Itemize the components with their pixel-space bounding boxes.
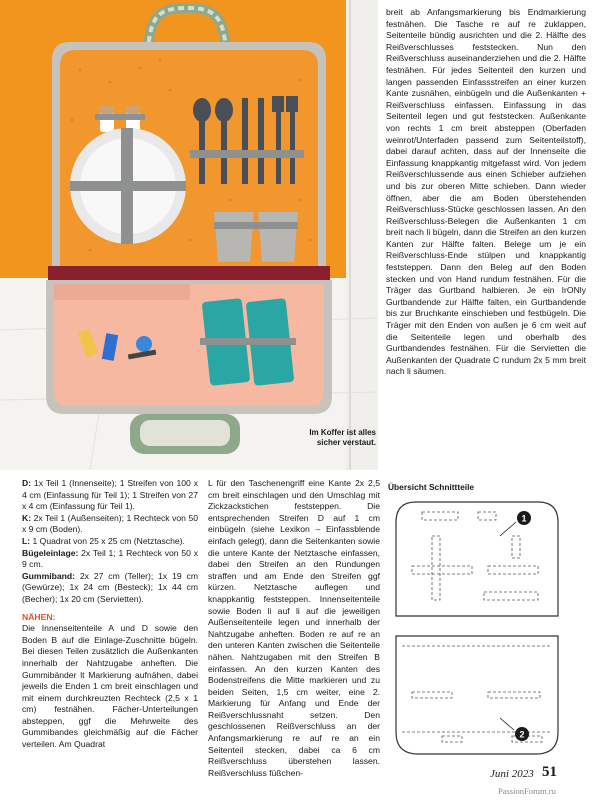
cup-left [214,212,254,262]
cup-right [258,212,298,262]
cutlery-strap [190,150,304,158]
paragraph: breit ab Anfangsmarkierung bis Endmarkierung festnähen. Die Tasche re auf re zuklappen, Seitenteile bündig ausrichten und die 2. Hälfte des Reißverschlusses feststecken. Nun den Reißverschluss auseinanderziehen und die 2. Hälfte festnähen. Für jedes Seitenteil den kurzen und langen passenden Einfassstreifen an einer kurzen Kante zusnähen, einbügeln und die Außenkanten + Reißverschluss einfassen. Einfassung in das Seitenteil legen und gut feststecken. Außenkante von rechts 1 cm breit absteppen (Oberfaden weinrot/Unterfaden passend zum Seitenteilstoff), dabei darauf achten, dass auf der Innenseite die Einfassung knappkantig mitgefasst wird. Von jedem Reißverschlussende aus einen Schieber aufziehen und bis zur oberen Mitte schieben. Dann wieder öffnen, aber die am Boden überstehenden Reißverschluss-Stücke geschlossen lassen. An den Reißverschluss-Belegen die Außenkanten 1 cm breit nach li bügeln, dann die Streifen an den kurzen Kanten zur Hälfte falten. Belege um je ein Reißverschluss-Ende stülpen und knappkantig feststeppen. Dann den Beleg auf den Boden stecken und von Hand rundum festnähen. Für die Träger das Gurtband halbieren. Je ein IrONly Gurtbandende zur Hälfte falten, ein Gurtbandende bis zur Bruchkante einschieben und festbügeln. Die Träger mit den Enden von außen je 6 cm weit auf die Seitenteile legen und oberhalb des Gurtbandendes festnähen. Für die Servietten die Außenkanten der Quadrate C rundum 2x 5 mm breit nach li säumen. [386,7,586,377]
watermark-site: PassionForum.ru [498,786,556,796]
pattern-diagram [392,496,562,760]
marker-2-label: 2 [519,729,525,740]
text-column-right-top [386,7,586,378]
issue-date: Juni 2023 [490,768,534,780]
page-number: 51 [542,764,557,780]
napkin-strap [200,338,296,345]
pattern-piece-1 [396,502,558,616]
marker-1-label: 1 [521,513,527,524]
material-line: D: 1x Teil 1 (Innenseite); 1 Streifen von 100 x 4 cm (Einfassung für Teil 1); 1 Streifen von 27 x 4 cm (Einfassung für Teil 1). [22,478,198,512]
section-heading: NÄHEN: [22,611,56,622]
picnic-case-illustration [0,0,378,470]
bottle-opener [136,336,152,352]
text-column-middle [208,478,380,779]
product-photo [0,0,378,470]
paragraph: Die Innenseitenteile A und D sowie den Boden B auf die Einlage-Zuschnitte bügeln. Bei diesen Teilen zusätzlich die Außenkanten innerhalb der Nahtzugabe anheften. Die Gummibänder lt Markierung aufnähen, dabei jeweils die Enden 1 cm breit einschlagen und mit einem durchkreuzten Rechteck (2,5 x 1 cm) festnähen. Fächer-Unterteilungen absteppen, ggf die Mehrweite des Gummibandes gleichmäßig auf die Fächer verteilen. Am Quadrat [22,623,198,750]
material-line: L: 1 Quadrat von 25 x 25 cm (Netztasche). [22,535,185,546]
material-line: Gummiband: 2x 27 cm (Teller); 1x 19 cm (Gewürze); 1x 24 cm (Besteck); 1x 44 cm (Becher); 1x 20 cm (Servietten). [22,570,198,604]
case-bottom-seam [48,266,330,280]
text-column-left [22,478,198,751]
paragraph: L für den Taschenengriff eine Kante 2x 2,5 cm breit einschlagen und den Umschlag mit Zickzackstichen feststeppen. Die entsprechenden Streifen D auf 1 cm einbügeln (siehe Lexikon – Einfassblende einfach gelegt), dann die Seitenkanten sowie die untere Kante der Netztasche einfassen, dabei den Streifen an den Rundungen straffen und am Ende den Streifen ggf kürzen. Netztasche auflegen und knappkantig feststeppen. Innenseitenteile sowie Boden li auf li auf die jeweiligen Außenseitenteile legen und innerhalb der Nahtzugabe anheften. Boden re auf re an den unteren Kanten zwischen die Seitenteile nähen. Nahtzugaben mit den Streifen B einfassen. An den kurzen Kanten des Bodenstreifens die Mitte markieren und zu beiden Seiten, 1,5 cm weiter, eine 2. Markierung für Anfang und Ende der Reißverschlussnaht setzen. Den geschlossenen Reißverschluss an der Anfangsmarkierung re auf re an ein Seitenteil stecken, dabei ca 6 cm Reißverschluss überstehen lassen. Reißverschluss füßchen- [208,478,380,778]
plate-strap-horizontal [70,181,186,191]
photo-caption: Im Koffer ist alles sicher verstaut. [309,428,376,447]
diagram-title: Übersicht Schnittteile [388,482,475,492]
material-line: K: 2x Teil 1 (Außenseiten); 1 Rechteck von 50 x 9 cm (Boden). [22,512,198,535]
material-line: Bügeleinlage: 2x Teil 1; 1 Rechteck von 50 x 9 cm. [22,547,198,570]
